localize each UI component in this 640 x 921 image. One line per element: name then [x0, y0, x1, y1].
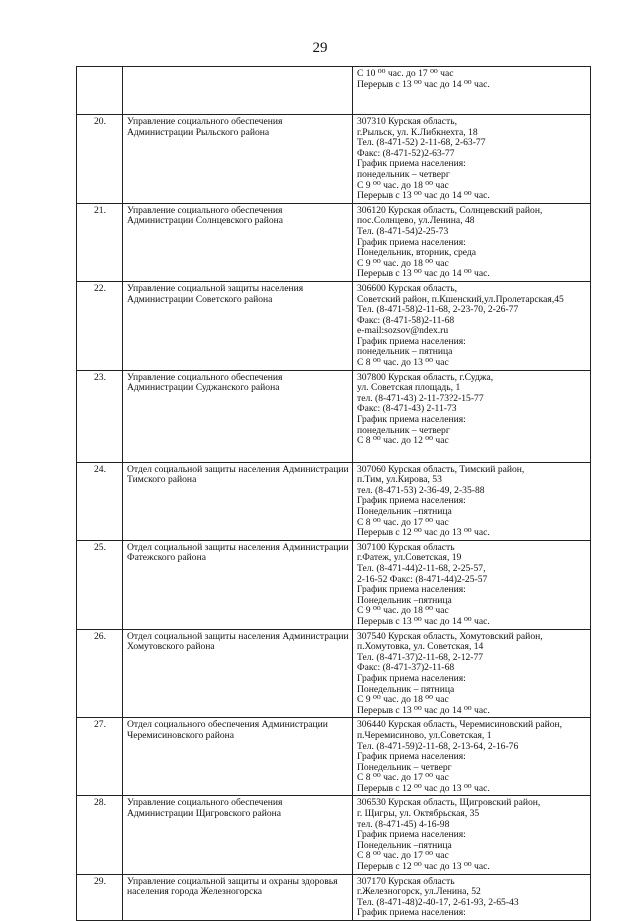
contact-info	[353, 629, 591, 718]
table-row	[77, 67, 591, 115]
contact-line: Тел. (8-471-58)2-11-68, 2-23-70, 2-26-77	[357, 304, 519, 316]
row-number: 26.	[77, 629, 123, 718]
contact-line: С 8 ⁰⁰ час. до 17 ⁰⁰ час	[357, 516, 449, 528]
contact-line: Понедельник – четверг	[357, 761, 452, 773]
contact-info	[353, 67, 591, 115]
contact-line: г.Рыльск, ул. К.Либкнехта, 18	[357, 126, 478, 138]
contact-line: Факс: (8-471-43) 2-11-73	[357, 403, 457, 415]
contact-line: Советский район, п.Кшенский,ул.Пролетарская,45	[357, 293, 564, 305]
row-number: 25.	[77, 540, 123, 629]
organization-name	[123, 67, 353, 115]
contact-line: п.Хомутовка, ул. Советская, 14	[357, 641, 484, 653]
contact-line: График приема населения:	[357, 158, 466, 170]
contact-line: Тел. (8-471-59)2-11-68, 2-13-64, 2-16-76	[357, 740, 519, 752]
contact-line: График приема населения:	[357, 335, 466, 347]
contact-line: пос.Солнцево, ул.Ленина, 48	[357, 215, 475, 227]
organization-name: Управление социального обеспечения Администрации Щигровского района	[123, 796, 353, 874]
contact-line: График приема населения:	[357, 495, 466, 507]
contact-line: 2-16-52 Факс: (8-471-44)2-25-57	[357, 573, 488, 585]
row-number: 29.	[77, 874, 123, 920]
contact-line: График приема населения:	[357, 672, 466, 684]
table-row	[77, 203, 591, 281]
organization-name: Отдел социальной защиты населения Администрации Тимского района	[123, 462, 353, 540]
table-row	[77, 629, 591, 718]
contact-line: График приема населения:	[357, 907, 466, 919]
contact-line: 307060 Курская область, Тимский район,	[357, 463, 525, 475]
contact-line: понедельник – пятница	[357, 346, 453, 358]
table-row	[77, 796, 591, 874]
row-number: 21.	[77, 203, 123, 281]
table-row	[77, 874, 591, 920]
contact-line: С 8 ⁰⁰ час. до 17 ⁰⁰ час	[357, 772, 449, 784]
contact-line: С 9 ⁰⁰ час. до 18 ⁰⁰ час	[357, 605, 449, 617]
contact-info	[353, 370, 591, 462]
contact-line: Понедельник –пятница	[357, 839, 452, 851]
contact-line: График приема населения:	[357, 751, 466, 763]
contact-line: 307800 Курская область, г.Суджа,	[357, 371, 494, 383]
contact-line: п.Тим, ул.Кирова, 53	[357, 474, 442, 486]
contact-info	[353, 540, 591, 629]
contact-line: Понедельник –пятница	[357, 594, 452, 606]
contact-line: Перерыв с 13 ⁰⁰ час до 14 ⁰⁰ час.	[357, 78, 490, 90]
contact-line: С 8 ⁰⁰ час. до 13 ⁰⁰ час	[357, 357, 449, 369]
contact-line: График приема населения:	[357, 584, 466, 596]
contact-line: Тел. (8-471-44)2-11-68, 2-25-57,	[357, 563, 486, 574]
contact-line: Тел. (8-471-48)2-40-17, 2-61-93, 2-65-43	[357, 896, 519, 908]
social-services-table	[76, 66, 591, 921]
organization-name: Управление социальной защиты населения Администрации Советского района	[123, 281, 353, 370]
contact-line: Перерыв с 13 ⁰⁰ час до 14 ⁰⁰ час.	[357, 704, 490, 716]
table-row	[77, 718, 591, 796]
contact-line: Факс: (8-471-58)2-11-68	[357, 314, 455, 326]
contact-line: тел. (8-471-45) 4-16-98	[357, 818, 450, 830]
organization-name: Управление социального обеспечения Администрации Суджанского района	[123, 370, 353, 462]
row-number: 23.	[77, 370, 123, 462]
contact-line: п.Черемисиново, ул.Советская, 1	[357, 729, 492, 741]
contact-line: Перерыв с 12 ⁰⁰ час до 13 ⁰⁰ час.	[357, 861, 490, 873]
table-row	[77, 281, 591, 370]
contact-line: 307170 Курская область	[357, 875, 455, 887]
contact-line: Перерыв с 13 ⁰⁰ час до 14 ⁰⁰ час.	[357, 268, 490, 280]
row-number: 22.	[77, 281, 123, 370]
contact-line: Понедельник – пятница	[357, 683, 455, 695]
contact-info	[353, 281, 591, 370]
row-number: 28.	[77, 796, 123, 874]
contact-info	[353, 796, 591, 874]
table-row	[77, 115, 591, 204]
contact-line: Факс: (8-471-37)2-11-68	[357, 662, 455, 674]
contact-info	[353, 203, 591, 281]
contact-line: тел. (8-471-53) 2-36-49, 2-35-88	[357, 484, 485, 496]
contact-line: График приема населения:	[357, 829, 466, 841]
contact-line: Понедельник, вторник, среда	[357, 247, 477, 259]
page-number: 29	[312, 40, 328, 56]
organization-name: Отдел социального обеспечения Администрации Черемисиновского района	[123, 718, 353, 796]
row-number	[77, 67, 123, 115]
contact-line: 306440 Курская область, Черемисиновский район,	[357, 719, 563, 731]
contact-line: г.Железногорск, ул.Ленина, 52	[357, 886, 481, 898]
row-number: 24.	[77, 462, 123, 540]
contact-line: 306530 Курская область, Щигровский район,	[357, 797, 541, 809]
contact-info	[353, 874, 591, 920]
contact-line: График приема населения:	[357, 414, 466, 426]
table-row	[77, 462, 591, 540]
organization-name: Отдел социальной защиты населения Администрации Хомутовского района	[123, 629, 353, 718]
table-row	[77, 540, 591, 629]
contact-line: 307310 Курская область,	[357, 116, 458, 127]
row-number: 27.	[77, 718, 123, 796]
contact-line: Тел. (8-471-37)2-11-68, 2-12-77	[357, 651, 484, 663]
contact-line: ул. Советская площадь, 1	[357, 382, 461, 394]
table-body	[77, 67, 591, 921]
contact-line: С 9 ⁰⁰ час. до 18 ⁰⁰ час	[357, 694, 449, 706]
contact-info	[353, 718, 591, 796]
contact-line: Перерыв с 13 ⁰⁰ час до 14 ⁰⁰ час.	[357, 190, 490, 202]
contact-line: понедельник – четверг	[357, 168, 450, 180]
organization-name: Отдел социальной защиты населения Администрации Фатежского района	[123, 540, 353, 629]
contact-line: С 10 ⁰⁰ час. до 17 ⁰⁰ час	[357, 68, 454, 79]
contact-line: г.Фатеж, ул.Советская, 19	[357, 552, 462, 564]
contact-line: Тел. (8-471-52) 2-11-68, 2-63-77	[357, 137, 486, 149]
contact-line: 307540 Курская область, Хомутовский район,	[357, 630, 543, 642]
row-number: 20.	[77, 115, 123, 204]
contact-line: Понедельник –пятница	[357, 506, 452, 518]
contact-line: 306600 Курская область,	[357, 282, 458, 294]
contact-line: Перерыв с 13 ⁰⁰ час до 14 ⁰⁰ час.	[357, 615, 490, 627]
contact-line: 306120 Курская область, Солнцевский район,	[357, 204, 543, 216]
contact-line: Перерыв с 12 ⁰⁰ час до 13 ⁰⁰ час.	[357, 782, 490, 794]
organization-name: Управление социального обеспечения Администрации Рыльского района	[123, 115, 353, 204]
contact-line: Тел. (8-471-54)2-25-73	[357, 225, 449, 237]
table-row	[77, 370, 591, 462]
contact-line: С 8 ⁰⁰ час. до 12 ⁰⁰ час	[357, 435, 449, 447]
contact-line: Факс: (8-471-52)2-63-77	[357, 147, 455, 159]
contact-line: С 9 ⁰⁰ час. до 18 ⁰⁰ час	[357, 257, 449, 269]
contact-line: С 8 ⁰⁰ час. до 17 ⁰⁰ час	[357, 850, 449, 862]
contact-line: понедельник – четверг	[357, 424, 450, 436]
contact-line: e-mail:sozsov@ndex.ru	[357, 325, 449, 337]
contact-line: тел. (8-471-43) 2-11-73?2-15-77	[357, 392, 484, 404]
contact-info	[353, 462, 591, 540]
contact-line: График приема населения:	[357, 236, 466, 248]
contact-line: г. Щигры, ул. Октябрьская, 35	[357, 808, 480, 820]
contact-line: 307100 Курская область	[357, 541, 455, 553]
contact-line: Перерыв с 12 ⁰⁰ час до 13 ⁰⁰ час.	[357, 527, 490, 539]
contact-line: С 9 ⁰⁰ час. до 18 ⁰⁰ час	[357, 179, 449, 191]
contact-info	[353, 115, 591, 204]
organization-name: Управление социального обеспечения Администрации Солнцевского района	[123, 203, 353, 281]
organization-name: Управление социальной защиты и охраны здоровья населения города Железногорска	[123, 874, 353, 920]
